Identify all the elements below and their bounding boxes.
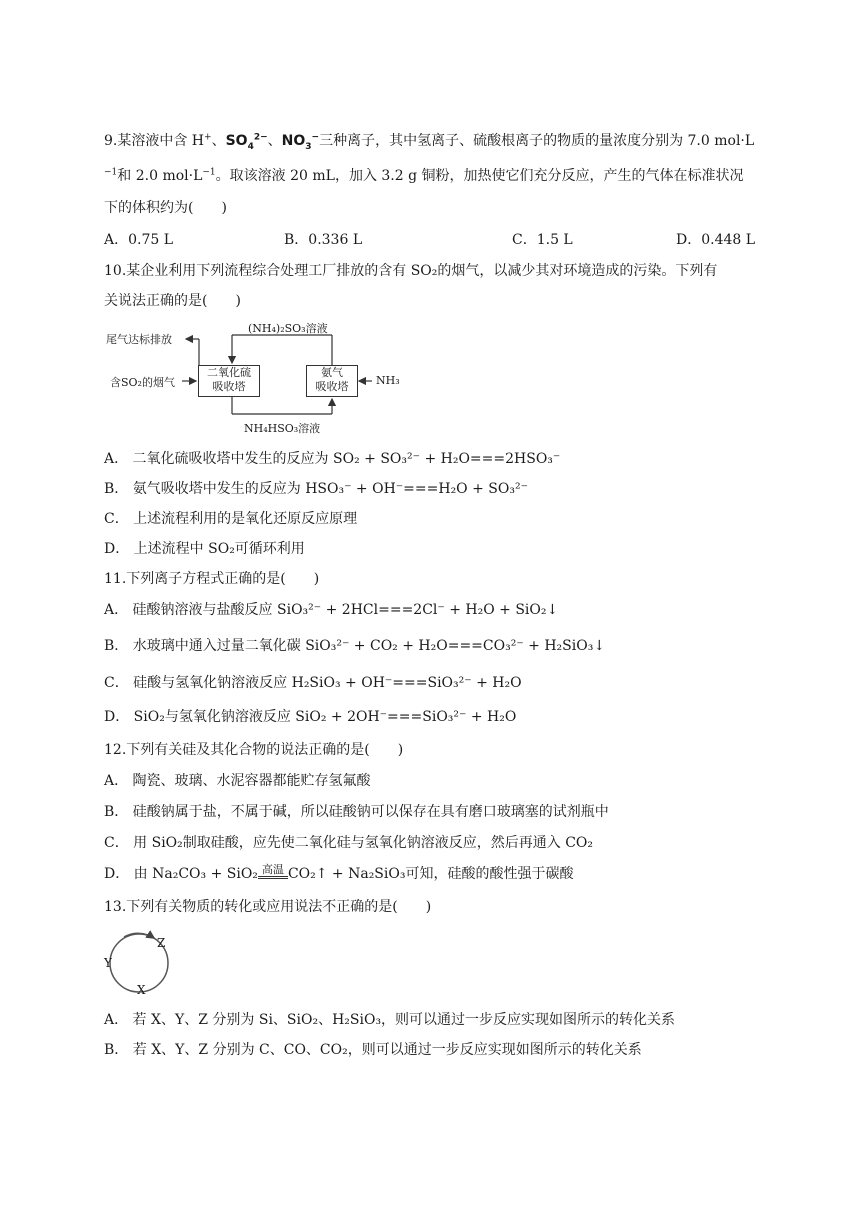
q12-option-c[interactable]: C． 用 SiO₂制取硅酸，应先使二氧化硅与氢氧化钠溶液反应，然后再通入 CO₂: [104, 835, 594, 851]
so2-absorber-box: [198, 365, 260, 397]
q12-option-d[interactable]: [104, 864, 573, 884]
box1-line2: 吸收塔: [212, 380, 246, 393]
q9-text: 三种离子，其中氢离子、硫酸根离子的物质的量浓度分别为 7.0 mol·L: [319, 133, 755, 149]
q11-option-c[interactable]: C． 硅酸与氢氧化钠溶液反应 H₂SiO₃ + OH⁻===SiO₃²⁻ + H₂O: [104, 675, 522, 691]
q10-option-a[interactable]: A． 二氧化硫吸收塔中发生的反应为 SO₂ + SO₃²⁻ + H₂O===2HSO₃⁻: [104, 451, 561, 467]
exhaust-label: 尾气达标排放: [106, 333, 172, 346]
q9-option-d[interactable]: D．0.448 L: [676, 232, 756, 248]
q10-line-2: 关说法正确的是( ): [104, 293, 241, 309]
q12-d-text: D． 由 Na₂CO₃ + SiO₂: [104, 866, 258, 882]
q11-option-b[interactable]: B． 水玻璃中通入过量二氧化碳 SiO₃²⁻ + CO₂ + H₂O===CO₃²⁻ + H₂SiO₃↓: [104, 638, 606, 654]
q12-d-text: CO₂↑ + Na₂SiO₃可知，硅酸的酸性强于碳酸: [287, 866, 574, 882]
q9-option-b[interactable]: B．0.336 L: [284, 232, 363, 248]
q9-line-3: 下的体积约为( ): [104, 200, 227, 216]
q9-line-2: [104, 166, 744, 186]
q13-title: 13.下列有关物质的转化或应用说法不正确的是( ): [104, 899, 432, 915]
sulfate-sub: 4: [247, 141, 254, 152]
q9-line-1: [104, 131, 754, 151]
nitrate-charge: −: [311, 132, 320, 143]
q11-option-d[interactable]: D． SiO₂与氢氧化钠溶液反应 SiO₂ + 2OH⁻===SiO₃²⁻ + H₂O: [104, 709, 517, 725]
q10-option-c[interactable]: C． 上述流程利用的是氧化还原反应原理: [104, 511, 358, 527]
q13-option-a[interactable]: A． 若 X、Y、Z 分别为 Si、SiO₂、H₂SiO₃，则可以通过一步反应实现如图所示的转化关系: [104, 1012, 676, 1028]
h-charge: +: [204, 132, 212, 143]
node-x: X: [137, 983, 146, 997]
sulfate-formula: SO: [225, 133, 248, 149]
condition-label: 高温: [261, 863, 284, 876]
box2-line2: 吸收塔: [315, 380, 349, 393]
q12-option-a[interactable]: A． 陶瓷、玻璃、水泥容器都能贮存氢氟酸: [104, 773, 371, 789]
q12-option-b[interactable]: B． 硅酸钠属于盐，不属于碱，所以硅酸钠可以保存在具有磨口玻璃塞的试剂瓶中: [104, 804, 609, 820]
q9-option-a[interactable]: A．0.75 L: [104, 232, 174, 248]
nh3-absorber-box: [306, 365, 358, 397]
q10-option-d[interactable]: D． 上述流程中 SO₂可循环利用: [104, 541, 305, 557]
q10-option-b[interactable]: B． 氨气吸收塔中发生的反应为 HSO₃⁻ + OH⁻===H₂O + SO₃²⁻: [104, 481, 528, 497]
flue-gas-label: 含SO₂的烟气: [110, 376, 175, 389]
q9-text: 。取该溶液 20 mL，加入 3.2 g 铜粉，加热使它们充分反应，产生的气体在标准状况: [215, 168, 744, 184]
node-z: Z: [157, 936, 166, 950]
reaction-condition: [258, 864, 288, 879]
cycle-diagram: [104, 929, 174, 997]
node-y: Y: [104, 956, 112, 970]
q12-title: 12.下列有关硅及其化合物的说法正确的是( ): [104, 742, 404, 758]
unit-exponent: −1: [202, 167, 216, 178]
nitrate-formula: NO: [281, 133, 306, 149]
q13-option-b[interactable]: B． 若 X、Y、Z 分别为 C、CO、CO₂，则可以通过一步反应实现如图所示的转化关系: [104, 1042, 642, 1058]
q9-text: 9.某溶液中含 H: [104, 133, 205, 149]
box2-line1: 氨气: [321, 366, 343, 379]
q9-option-c[interactable]: C．1.5 L: [512, 232, 573, 248]
unit-exponent: −1: [104, 167, 118, 178]
ammonium-bisulfite-label: NH₄HSO₃溶液: [244, 422, 321, 435]
flow-diagram: [104, 318, 404, 436]
q9-text: 和 2.0 mol·L: [117, 168, 203, 184]
q11-title: 11.下列离子方程式正确的是( ): [104, 571, 320, 587]
q10-line-1: 10.某企业利用下列流程综合处理工厂排放的含有 SO₂的烟气，以减少其对环境造成的污染。下列有: [104, 263, 718, 279]
nitrate-sub: 3: [305, 141, 312, 152]
separator: 、: [211, 133, 226, 149]
box1-line1: 二氧化硫: [207, 366, 251, 379]
sulfate-charge: 2−: [253, 132, 268, 143]
nh3-label: NH₃: [376, 374, 400, 387]
separator: 、: [267, 133, 282, 149]
ammonium-sulfite-label: (NH₄)₂SO₃溶液: [248, 322, 328, 335]
q11-option-a[interactable]: A． 硅酸钠溶液与盐酸反应 SiO₃²⁻ + 2HCl===2Cl⁻ + H₂O + SiO₂↓: [104, 602, 559, 618]
